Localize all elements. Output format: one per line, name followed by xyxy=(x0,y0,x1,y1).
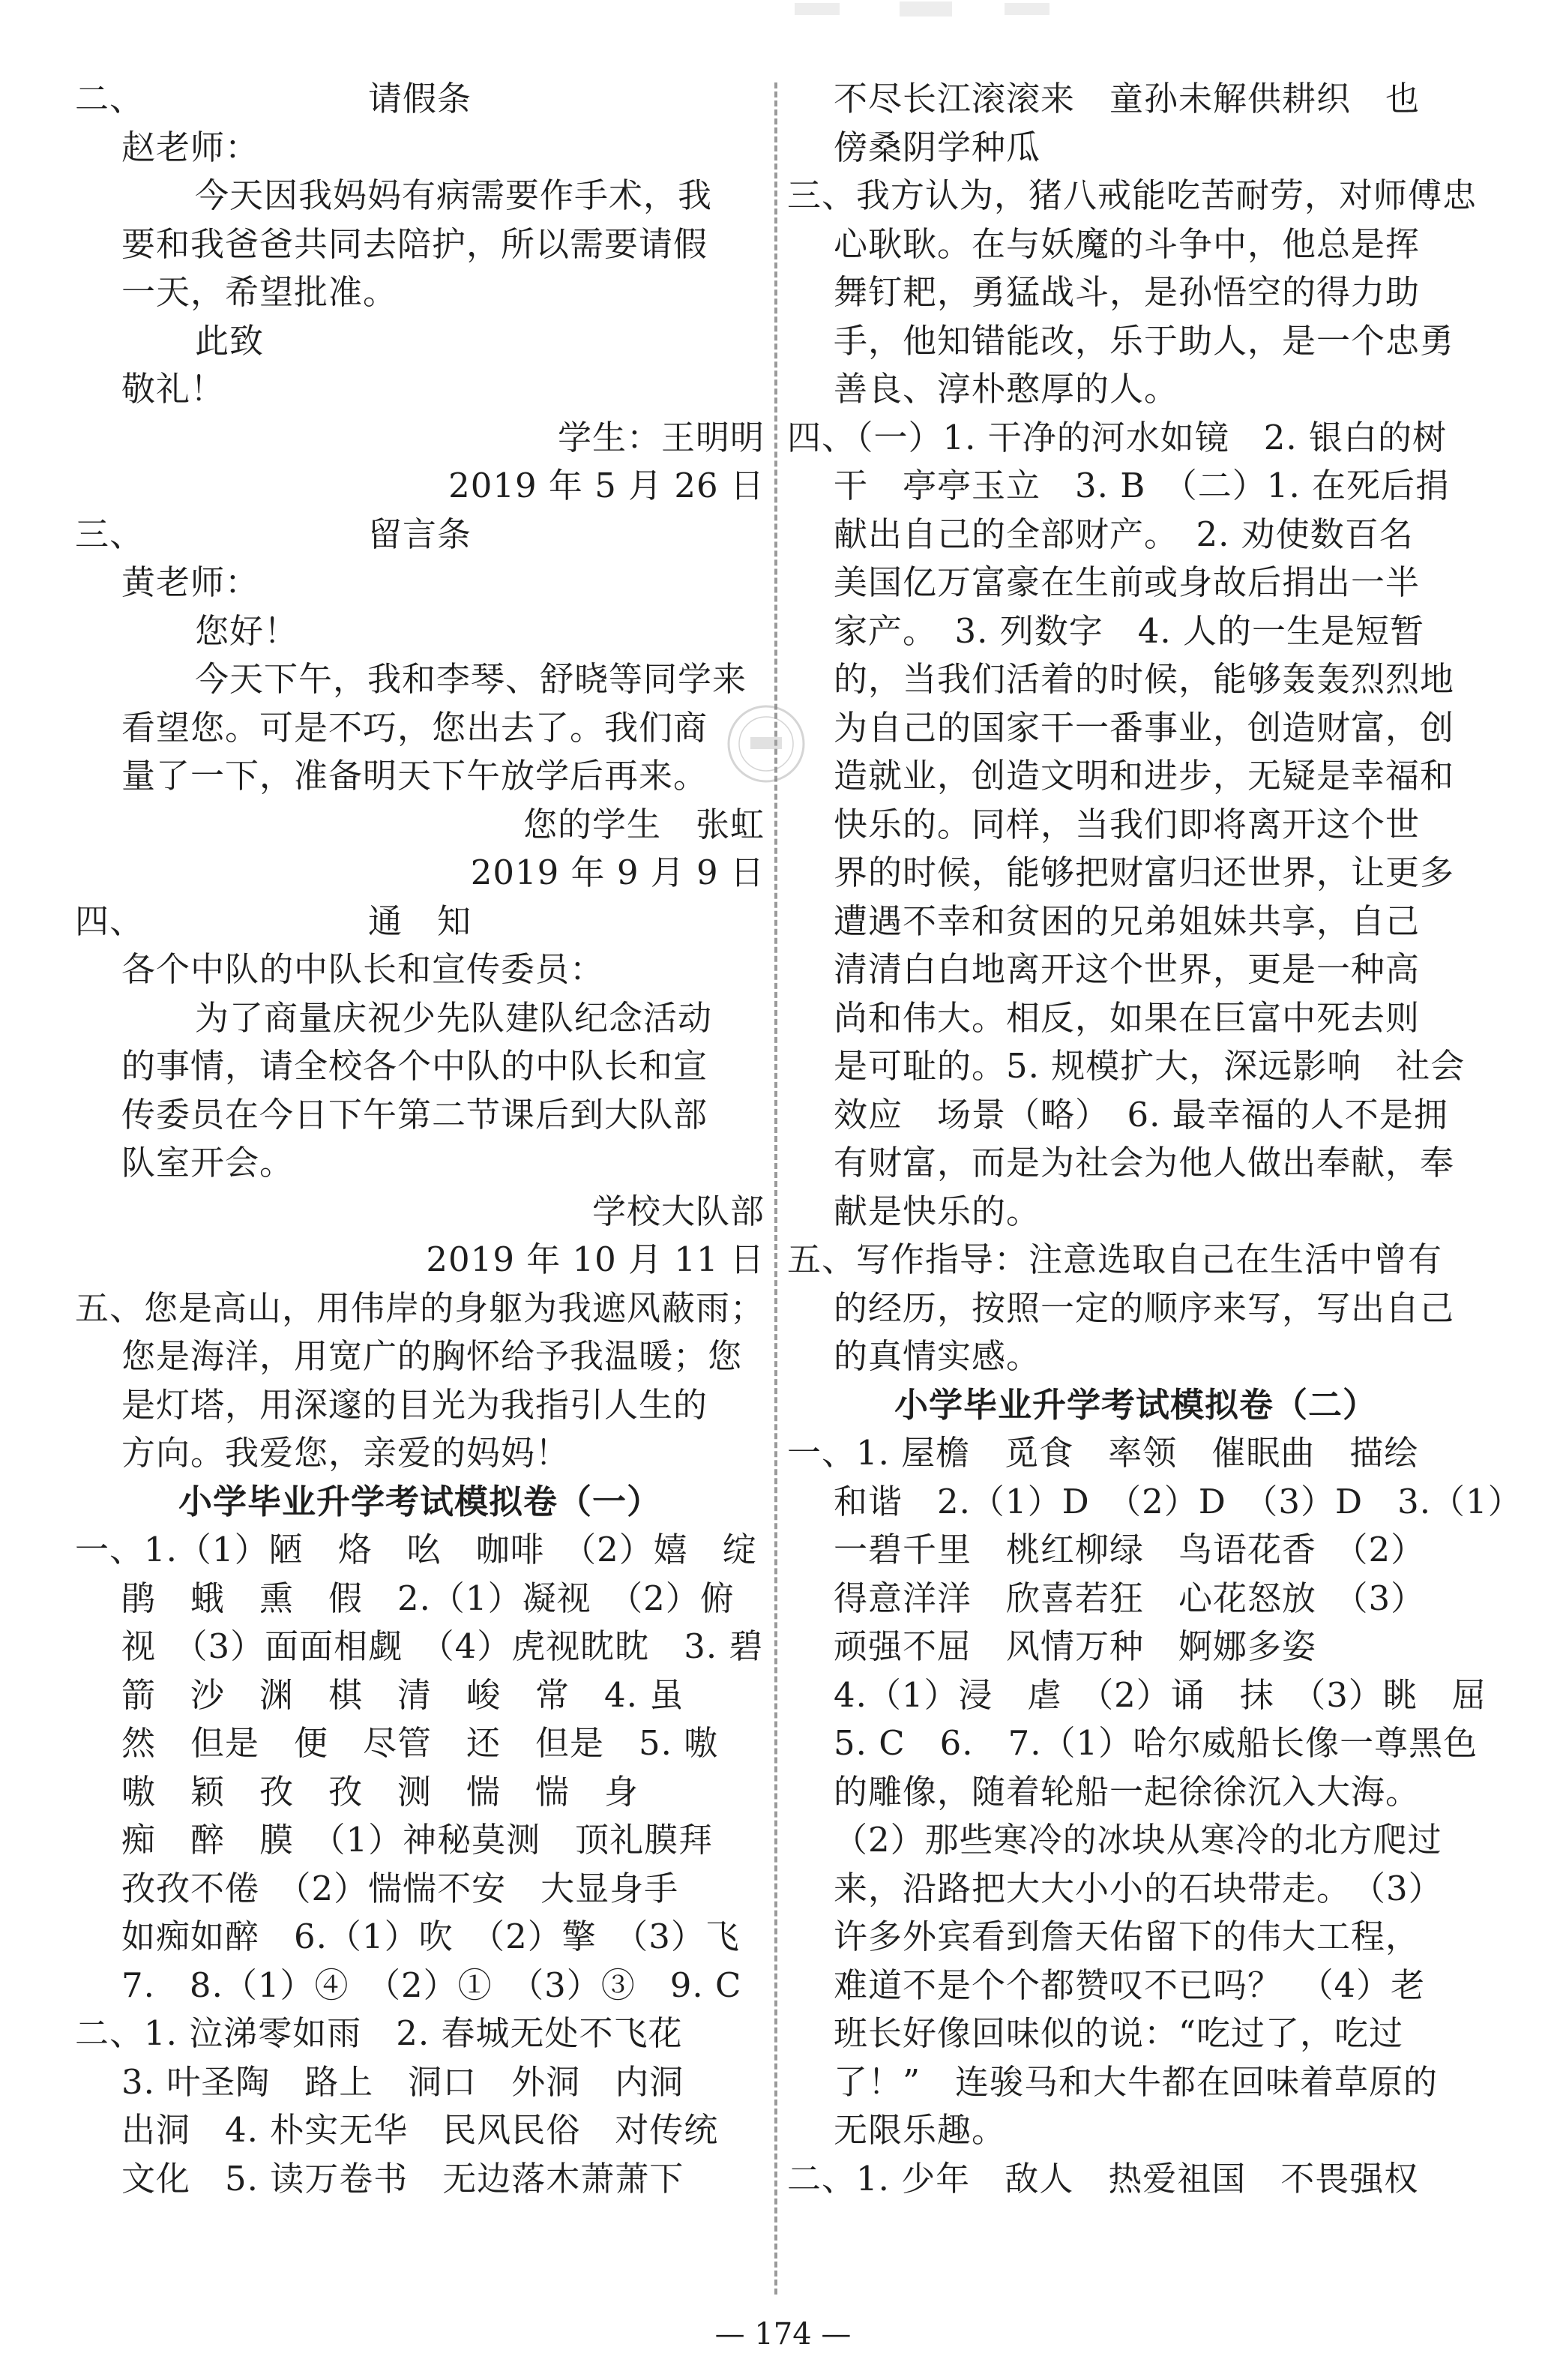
answer-line: 的经历，按照一定的顺序来写，写出自己 xyxy=(834,1287,1455,1328)
exam-2-title: 小学毕业升学考试模拟卷（二） xyxy=(894,1384,1377,1425)
answer-line: 视 （3）面面相觑 （4）虎视眈眈 3. 碧 xyxy=(121,1626,764,1666)
answer-line: 难道不是个个都赞叹不已吗？ （4）老 xyxy=(834,1965,1426,2005)
text-line: 赵老师： xyxy=(121,127,260,167)
column-divider xyxy=(774,82,777,2295)
text-line: 传委员在今日下午第二节课后到大队部 xyxy=(121,1094,708,1135)
answer-line: 一、1. 屋檐 觅食 率领 催眠曲 描绘 xyxy=(787,1433,1419,1473)
section-4-heading xyxy=(75,898,765,946)
answer-line: 7. 8.（1）④ （2）① （3）③ 9. C xyxy=(121,1965,742,2005)
answer-line: 干 亭亭玉立 3. B （二）1. 在死后捐 xyxy=(834,466,1451,505)
answer-line: 不尽长江滚滚来 童孙未解供耕织 也 xyxy=(834,79,1421,118)
answer-line: 的真情实感。 xyxy=(834,1336,1041,1376)
answer-line: 如痴如醉 6.（1）吹 （2）擎 （3）飞 xyxy=(121,1917,740,1956)
section-2-marker: 二、 xyxy=(75,79,145,118)
answer-line: 家产。 3. 列数字 4. 人的一生是短暂 xyxy=(834,610,1424,651)
answer-line: 有财富，而是为社会为他人做出奉献，奉 xyxy=(834,1143,1455,1183)
answer-line: 然 但是 便 尽管 还 但是 5. 嗷 xyxy=(121,1723,719,1763)
answer-line: 二、1. 少年 敌人 热爱祖国 不畏强权 xyxy=(787,2158,1419,2199)
text-line: 您是海洋，用宽广的胸怀给予我温暖；您 xyxy=(121,1336,743,1376)
answer-line: 五、写作指导：注意选取自己在生活中曾有 xyxy=(787,1239,1443,1279)
answer-line: 献出自己的全部财产。 2. 劝使数百名 xyxy=(834,514,1414,554)
text-line: 今天下午，我和李琴、舒晓等同学来 xyxy=(195,659,747,699)
text-line: 此致 xyxy=(195,320,265,361)
signature-line: 学校大队部 xyxy=(591,1191,765,1231)
answer-line: 来，沿路把大大小小的石块带走。 （3） xyxy=(834,1868,1443,1908)
watermark-stamp-icon xyxy=(723,701,810,787)
answer-line: 5. C 6. 7.（1）哈尔威船长像一尊黑色 xyxy=(834,1723,1478,1763)
answer-line: 无限乐趣。 xyxy=(834,2110,1007,2150)
text-line: 量了一下，准备明天下午放学后再来。 xyxy=(121,756,708,796)
answer-line: 尚和伟大。相反，如果在巨富中死去则 xyxy=(834,997,1421,1038)
answer-line: 的雕像，随着轮船一起徐徐沉入大海。 xyxy=(834,1771,1421,1812)
answer-line: 善良、淳朴憨厚的人。 xyxy=(834,369,1179,409)
text-line: 今天因我妈妈有病需要作手术，我 xyxy=(195,175,713,215)
text-line: 您好！ xyxy=(195,610,299,651)
text-line: 为了商量庆祝少先队建队纪念活动 xyxy=(195,997,713,1038)
section-4-title: 通 知 xyxy=(367,901,472,941)
signature-line: 您的学生 张虹 xyxy=(522,804,765,844)
answer-line: 效应 场景（略） 6. 最幸福的人不是拥 xyxy=(834,1094,1448,1135)
answer-line: 傍桑阴学种瓜 xyxy=(834,127,1041,167)
answer-line: 4.（1）浸 虐 （2）诵 抹 （3）眺 屈 xyxy=(834,1674,1487,1715)
answer-line: 的，当我们活着的时候，能够轰轰烈烈地 xyxy=(834,659,1455,699)
answer-line: （2）那些寒冷的冰块从寒冷的北方爬过 xyxy=(834,1820,1442,1860)
text-line: 是灯塔，用深邃的目光为我指引人生的 xyxy=(121,1384,708,1425)
text-line: 一天，希望批准。 xyxy=(121,272,398,312)
answer-line: 嗷 颖 孜 孜 测 惴 惴 身 xyxy=(121,1771,639,1812)
answer-line: 班长好像回味似的说：“吃过了，吃过 xyxy=(834,2013,1404,2053)
answer-line: 手，他知错能改，乐于助人，是一个忠勇 xyxy=(834,320,1455,361)
answer-line: 文化 5. 读万卷书 无边落木萧萧下 xyxy=(121,2158,684,2199)
answer-line: 和谐 2.（1）D （2）D （3）D 3.（1） xyxy=(834,1481,1523,1521)
right-column xyxy=(787,75,1523,2203)
answer-line: 遭遇不幸和贫困的兄弟姐妹共享，自己 xyxy=(834,901,1421,941)
answer-line: 三、我方认为，猪八戒能吃苦耐劳，对师傅忠 xyxy=(787,175,1478,215)
answer-line: 四、（一）1. 干净的河水如镜 2. 银白的树 xyxy=(787,417,1447,457)
answer-line: 为自己的国家干一番事业，创造财富，创 xyxy=(834,707,1455,748)
text-line: 敬礼！ xyxy=(121,369,226,409)
answer-line: 一碧千里 桃红柳绿 鸟语花香 （2） xyxy=(834,1530,1426,1569)
answer-line: 快乐的。同样，当我们即将离开这个世 xyxy=(834,804,1421,844)
section-3-marker: 三、 xyxy=(75,514,145,554)
signature-line: 学生：王明明 xyxy=(557,417,765,457)
text-line: 看望您。可是不巧，您出去了。我们商 xyxy=(121,707,708,748)
text-line: 五、您是高山，用伟岸的身躯为我遮风蔽雨； xyxy=(75,1287,765,1328)
answer-line: 了！” 连骏马和大牛都在回味着草原的 xyxy=(834,2061,1439,2102)
text-line: 要和我爸爸共同去陪护，所以需要请假 xyxy=(121,223,708,264)
answer-line: 美国亿万富豪在生前或身故后捐出一半 xyxy=(834,562,1421,602)
page-number: — 174 — xyxy=(714,2317,852,2352)
section-2-title: 请假条 xyxy=(367,79,472,118)
answer-line: 顽强不屈 风情万种 婀娜多姿 xyxy=(834,1626,1317,1666)
answer-line: 箭 沙 渊 棋 清 峻 常 4. 虽 xyxy=(121,1674,684,1715)
exam-1-title: 小学毕业升学考试模拟卷（一） xyxy=(178,1481,661,1521)
text-line: 的事情，请全校各个中队的中队长和宣 xyxy=(121,1046,708,1086)
date-line: 2019 年 5 月 26 日 xyxy=(448,466,765,505)
section-2-heading xyxy=(75,75,765,124)
date-line: 2019 年 9 月 9 日 xyxy=(470,853,765,892)
answer-line: 许多外宾看到詹天佑留下的伟大工程， xyxy=(834,1917,1421,1956)
section-3-title: 留言条 xyxy=(367,514,472,554)
answer-line: 舞钉耙，勇猛战斗，是孙悟空的得力助 xyxy=(834,272,1421,312)
answer-line: 痴 醉 膜 （1）神秘莫测 顶礼膜拜 xyxy=(121,1820,714,1860)
text-line: 黄老师： xyxy=(121,562,260,602)
answer-line: 心耿耿。在与妖魔的斗争中，他总是挥 xyxy=(834,223,1421,264)
text-line: 方向。我爱您，亲爱的妈妈！ xyxy=(121,1433,570,1473)
answer-line: 孜孜不倦 （2）惴惴不安 大显身手 xyxy=(121,1868,679,1908)
answer-line: 是可耻的。5. 规模扩大，深远影响 社会 xyxy=(834,1046,1466,1086)
left-column xyxy=(75,75,765,2203)
answer-line: 得意洋洋 欣喜若狂 心花怒放 （3） xyxy=(834,1578,1426,1618)
answer-line: 3. 叶圣陶 路上 洞口 外洞 内洞 xyxy=(121,2061,684,2102)
faint-header-mark-icon xyxy=(765,0,1079,22)
answer-line: 造就业，创造文明和进步，无疑是幸福和 xyxy=(834,756,1455,796)
answer-line: 献是快乐的。 xyxy=(834,1191,1041,1231)
section-3-heading xyxy=(75,511,765,559)
text-line: 各个中队的中队长和宣传委员： xyxy=(121,949,605,989)
date-line: 2019 年 10 月 11 日 xyxy=(426,1239,765,1279)
section-4-marker: 四、 xyxy=(75,901,145,941)
text-line: 队室开会。 xyxy=(121,1143,295,1183)
answer-line: 一、1.（1）陋 烙 吆 咖啡 （2）嬉 绽 xyxy=(75,1530,757,1569)
answer-line: 清清白白地离开这个世界，更是一种高 xyxy=(834,949,1421,989)
answer-line: 鹃 蛾 熏 假 2.（1）凝视 （2）俯 xyxy=(121,1578,735,1618)
answer-line: 出洞 4. 朴实无华 民风民俗 对传统 xyxy=(121,2110,719,2150)
answer-line: 二、1. 泣涕零如雨 2. 春城无处不飞花 xyxy=(75,2013,683,2053)
answer-line: 界的时候，能够把财富归还世界，让更多 xyxy=(834,853,1455,892)
